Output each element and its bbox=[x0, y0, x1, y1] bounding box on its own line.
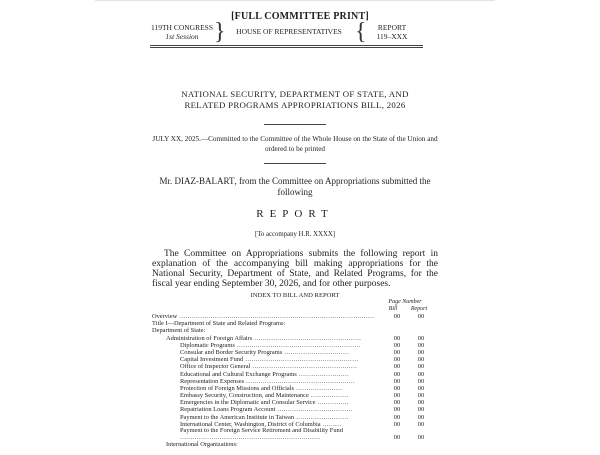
chamber-label: HOUSE OF REPRESENTATIVES bbox=[236, 27, 342, 36]
index-row bbox=[152, 378, 434, 385]
divider-rule bbox=[264, 163, 326, 164]
index-row bbox=[152, 320, 434, 327]
page-number-column-header: Page Number bbox=[388, 299, 422, 305]
index-table bbox=[152, 313, 434, 448]
report-page: 00 bbox=[417, 413, 425, 421]
report-page: 00 bbox=[417, 392, 425, 400]
report-page: 00 bbox=[417, 341, 425, 349]
submitted-text: , from the Committee on Appropriations submitted the following bbox=[234, 176, 431, 197]
congress-session bbox=[150, 23, 214, 45]
page-top-edge bbox=[95, 0, 495, 1]
bill-page: 00 bbox=[393, 399, 401, 407]
report-page: 00 bbox=[417, 313, 425, 320]
report-heading: REPORT bbox=[256, 208, 334, 220]
index-row bbox=[152, 421, 434, 428]
index-row-label: Payment to the Foreign Service Retirement and Disability Fund bbox=[180, 428, 343, 434]
left-brace-icon: } bbox=[214, 19, 226, 45]
leader-dots: .................................................. bbox=[250, 363, 358, 371]
bill-title-line-1: NATIONAL SECURITY, DEPARTMENT OF STATE, AND bbox=[181, 89, 409, 99]
bill-page: 00 bbox=[393, 363, 401, 371]
index-row bbox=[152, 385, 434, 392]
index-row-label: Repatriation Loans Program Account bbox=[180, 406, 276, 414]
index-title: INDEX TO BILL AND REPORT bbox=[250, 292, 340, 299]
bill-column-header: Bill bbox=[388, 306, 398, 312]
index-row-label: Protection of Foreign Missions and Officials bbox=[180, 384, 295, 392]
index-row-label: Payment to the American Institute in Taiwan bbox=[180, 413, 295, 421]
index-row-label: Overview bbox=[152, 313, 178, 320]
bill-title-line-2: RELATED PROGRAMS APPROPRIATIONS BILL, 2026 bbox=[184, 100, 406, 110]
index-row-label: Diplomatic Programs bbox=[180, 341, 235, 349]
index-row-label: Department of State: bbox=[152, 327, 206, 335]
index-row-label: Representation Expenses bbox=[180, 377, 245, 385]
right-brace-icon: { bbox=[355, 19, 367, 45]
leader-dots: ...................................................... bbox=[243, 356, 359, 364]
leader-dots: ................................................... bbox=[252, 334, 362, 342]
index-row-label: Capital Investment Fund bbox=[180, 356, 244, 364]
header-rule bbox=[150, 45, 423, 46]
bill-page: 00 bbox=[393, 377, 401, 385]
index-row-label: International Organizations: bbox=[166, 441, 238, 448]
leader-dots: .................. bbox=[308, 392, 349, 400]
index-row bbox=[152, 335, 434, 342]
index-row bbox=[152, 356, 434, 363]
leader-dots: ............................................................................................. bbox=[177, 313, 375, 320]
index-row-label: Educational and Cultural Exchange Programs bbox=[180, 370, 297, 378]
bill-page: 00 bbox=[393, 413, 401, 421]
report-page: 00 bbox=[417, 370, 425, 378]
accompany-note: [To accompany H.R. XXXX] bbox=[254, 231, 336, 238]
index-row-label: Consular and Border Security Programs bbox=[180, 348, 283, 356]
index-row bbox=[152, 313, 434, 320]
bill-page: 00 bbox=[393, 420, 401, 428]
report-page: 00 bbox=[417, 420, 425, 428]
index-row bbox=[152, 349, 434, 356]
leader-dots: .................................................... bbox=[244, 377, 356, 385]
index-row-label: Emergencies in the Diplomatic and Consular Service bbox=[180, 399, 316, 407]
index-row-label: International Center, Washington, District of Columbia bbox=[180, 420, 321, 428]
index-row-label: Embassy Security, Construction, and Maintenance bbox=[180, 392, 309, 400]
index-row-label: Administration of Foreign Affairs bbox=[166, 334, 253, 342]
committed-text: —Committed to the Committee of the Whole House on the State of the Union and ordered to be printed bbox=[200, 135, 438, 153]
bill-page: 00 bbox=[393, 334, 401, 342]
leader-dots: .................................... bbox=[275, 406, 353, 414]
bill-page: 00 bbox=[393, 356, 401, 364]
report-number-block bbox=[362, 23, 422, 45]
bill-page: 00 bbox=[393, 341, 401, 349]
member-name: DIAZ-BALART bbox=[174, 176, 235, 186]
submitted-by bbox=[150, 176, 440, 198]
leader-dots: ............... bbox=[315, 399, 350, 407]
divider-rule bbox=[264, 124, 326, 125]
index-row bbox=[152, 392, 434, 399]
index-row bbox=[152, 371, 434, 378]
leader-dots: ............................... bbox=[282, 348, 350, 356]
index-row bbox=[152, 342, 434, 349]
index-row-label: Office of Inspector General bbox=[180, 363, 251, 371]
index-row bbox=[152, 428, 434, 441]
leader-dots: ...................... bbox=[294, 384, 343, 392]
index-row bbox=[152, 363, 434, 370]
leader-dots: ........................................................... bbox=[234, 341, 361, 349]
bill-page: 00 bbox=[393, 348, 401, 356]
report-page: 00 bbox=[417, 434, 425, 441]
bill-page: 00 bbox=[393, 406, 401, 414]
index-row bbox=[152, 399, 434, 406]
report-page: 00 bbox=[417, 334, 425, 342]
committed-date: JULY XX, 2025. bbox=[152, 135, 201, 143]
report-page: 00 bbox=[417, 377, 425, 385]
header-rule-2 bbox=[150, 47, 423, 48]
bill-title bbox=[150, 89, 440, 111]
bill-page: 00 bbox=[393, 370, 401, 378]
report-page: 00 bbox=[417, 399, 425, 407]
index-row bbox=[152, 327, 434, 334]
report-page: 00 bbox=[417, 348, 425, 356]
index-row-label: Title I—Department of State and Related Programs: bbox=[152, 320, 286, 328]
bill-page: 00 bbox=[393, 434, 401, 441]
bill-page: 00 bbox=[393, 384, 401, 392]
index-row bbox=[152, 406, 434, 413]
report-page: 00 bbox=[417, 356, 425, 364]
leader-dots: ................................................................... bbox=[180, 433, 321, 441]
index-row bbox=[152, 414, 434, 421]
member-prefix: Mr. bbox=[159, 176, 173, 186]
print-label: [FULL COMMITTEE PRINT] bbox=[231, 11, 369, 22]
index-row bbox=[152, 441, 434, 448]
report-number: 119–XXX bbox=[376, 32, 408, 41]
report-label: REPORT bbox=[377, 23, 407, 32]
intro-paragraph: The Committee on Appropriations submits the following report in explanation of the accompanying bill making appropriations for the National Security, Department of State, and Related Programs, for the fiscal year ending September 30, 2026, and for other purposes. bbox=[152, 249, 438, 289]
committed-notice bbox=[150, 135, 440, 154]
bill-page: 00 bbox=[393, 313, 401, 320]
session-label: 1st Session bbox=[165, 32, 199, 41]
leader-dots: ......... bbox=[320, 420, 342, 428]
leader-dots: ........................ bbox=[296, 370, 350, 378]
report-page: 00 bbox=[417, 363, 425, 371]
report-column-header: Report bbox=[410, 306, 428, 312]
congress-label: 119TH CONGRESS bbox=[150, 23, 214, 32]
report-page: 00 bbox=[417, 384, 425, 392]
report-page: 00 bbox=[417, 406, 425, 414]
bill-page: 00 bbox=[393, 392, 401, 400]
leader-dots: ......................... bbox=[294, 413, 349, 421]
